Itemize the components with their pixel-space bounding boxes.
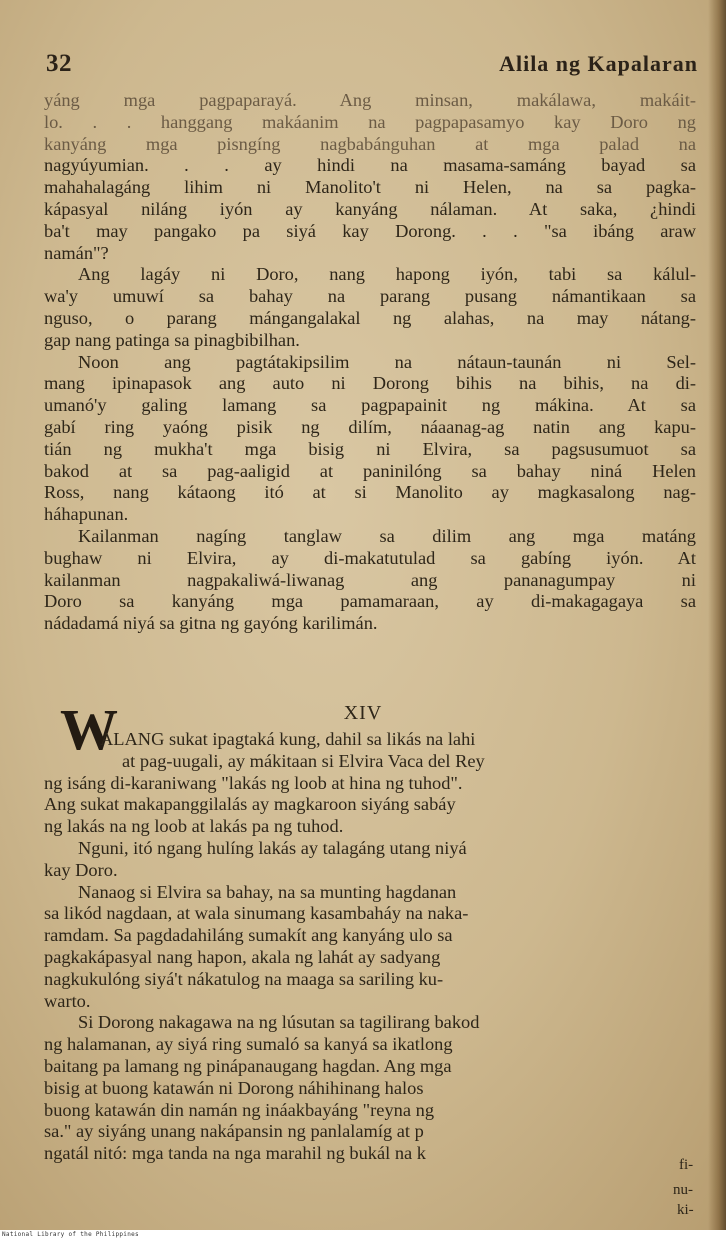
text-line: Noon ang pagtátakipsilim na nátaun-taunán ni Sel- bbox=[78, 351, 696, 372]
footer-credit: National Library of the Philippines bbox=[2, 1231, 139, 1238]
text-line: gap nang patinga sa pinagbibilhan. bbox=[44, 329, 300, 350]
page-header bbox=[46, 50, 698, 84]
text-line: namán"? bbox=[44, 242, 109, 263]
text-line: nguso, o parang mángangalakal ng alahas, na may nátang- bbox=[44, 307, 696, 328]
body-text-chapter bbox=[44, 729, 696, 1165]
text-line: Ang sukat makapanggilalás ay magkaroon siyáng sabáy bbox=[44, 794, 456, 815]
text-line: ngatál nitó: mga tanda na nga marahil ng bukál na k bbox=[44, 1143, 427, 1164]
text-line: lo. . . hanggang makáanim na pagpapasamyo kay Doro ng bbox=[44, 111, 696, 132]
text-line: mang ipinapasok ang auto ni Dorong bihis na bihis, na di- bbox=[44, 373, 696, 394]
text-line: nagkukulóng siyá't nákatulog na maaga sa sariling ku- bbox=[44, 968, 444, 989]
text-line: mahahalagáng lihim ni Manolito't ni Helen, na sa pagka- bbox=[44, 177, 696, 198]
text-line: kápasyal niláng iyón ay kanyáng nálaman. At saka, ¿hindi bbox=[44, 198, 696, 219]
text-line: háhapunan. bbox=[44, 504, 129, 525]
text-line: nádadamá niyá sa gitna ng gayóng karilimán. bbox=[44, 613, 378, 634]
text-line: pagkakápasyal nang hapon, akala ng lahát ay sadyang bbox=[44, 946, 441, 967]
text-line: Nguni, itó ngang hulíng lakás ay talagáng utang niyá bbox=[78, 837, 467, 858]
text-line: ng isáng di-karaniwang "lakás ng loob at hina ng tuhod". bbox=[44, 772, 463, 793]
text-line: ramdam. Sa pagdadahiláng sumakít ang kanyáng ulo sa bbox=[44, 925, 453, 946]
text-line: bisig at buong katawán ni Dorong náhihinang halos bbox=[44, 1077, 424, 1098]
text-line: at pag-uugali, ay mákitaan si Elvira Vaca del Rey bbox=[122, 750, 485, 771]
text-line: kailanman nagpakaliwá-liwanag ang pananagumpay ni bbox=[44, 569, 696, 590]
text-line: Kailanman nagíng tanglaw sa dilim ang mga matáng bbox=[78, 525, 696, 546]
margin-fragment: nu- bbox=[673, 1182, 693, 1198]
text-line: kanyáng mga pisngíng nagbabánguhan at mga palad na bbox=[44, 133, 696, 154]
text-line: wa'y umuwí sa bahay na parang pusang námantikaan sa bbox=[44, 286, 696, 307]
text-line: kay Doro. bbox=[44, 859, 118, 880]
text-line: umanó'y galing lamang sa pagpapainit ng mákina. At sa bbox=[44, 395, 696, 416]
text-line: sa likód nagdaan, at wala sinumang kasambaháy na naka- bbox=[44, 903, 469, 924]
text-line: ng lakás na ng loob at lakás pa ng tuhod. bbox=[44, 816, 344, 837]
page-number: 32 bbox=[46, 50, 72, 77]
drop-cap: W bbox=[60, 697, 118, 762]
text-line: Si Dorong nakagawa na ng lúsutan sa tagilirang bakod bbox=[78, 1012, 480, 1033]
body-text-top bbox=[44, 90, 696, 635]
text-line: yáng mga pagpaparayá. Ang minsan, makálawa, makáit- bbox=[44, 90, 696, 110]
text-line: bakod at sa pag-aaligid at paninilóng sa bahay niná Helen bbox=[44, 460, 696, 481]
text-line: Ang lagáy ni Doro, nang hapong iyón, tabi sa kálul- bbox=[78, 264, 696, 285]
margin-fragment: ki- bbox=[677, 1202, 694, 1218]
text-line: sa." ay siyáng unang nakápansin ng panlalamíg at p bbox=[44, 1121, 424, 1142]
text-line: Doro sa kanyáng mga pamamaraan, ay di-makagagaya sa bbox=[44, 591, 696, 612]
text-line: gabí ring yaóng pisik ng dilím, náaanag-ag natin ang kapu- bbox=[44, 416, 696, 437]
text-line: nagyúyumian. . . ay hindi na masama-samáng bayad sa bbox=[44, 155, 696, 176]
text-line: warto. bbox=[44, 990, 91, 1011]
chapter-heading: XIV bbox=[343, 702, 383, 724]
margin-fragment: fi- bbox=[679, 1157, 694, 1173]
text-line: buong katawán din namán ng ináakbayáng "reyna ng bbox=[44, 1099, 435, 1120]
running-title: Alila ng Kapalaran bbox=[499, 51, 698, 76]
text-line: tián ng mukha't mga bisig ni Elvira, sa pagsusumuot sa bbox=[44, 438, 696, 459]
text-line: bughaw ni Elvira, ay di-makatutulad sa gabíng iyón. At bbox=[44, 547, 696, 568]
text-line: Ross, nang kátaong itó at si Manolito ay magkasalong nag- bbox=[44, 482, 696, 503]
text-line: ALANG sukat ipagtaká kung, dahil sa likás na lahi bbox=[100, 729, 476, 749]
text-line: baitang pa lamang ng pinápanaugang hagdan. Ang mga bbox=[44, 1055, 452, 1076]
page-edge-shadow bbox=[708, 0, 726, 1230]
text-line: ng halamanan, ay siyá ring sumaló sa kanyá sa ikatlong bbox=[44, 1034, 453, 1055]
text-line: Nanaog si Elvira sa bahay, na sa munting hagdanan bbox=[78, 881, 457, 902]
text-line: ba't may pangako pa siyá kay Dorong. . . "sa ibáng araw bbox=[44, 220, 696, 241]
